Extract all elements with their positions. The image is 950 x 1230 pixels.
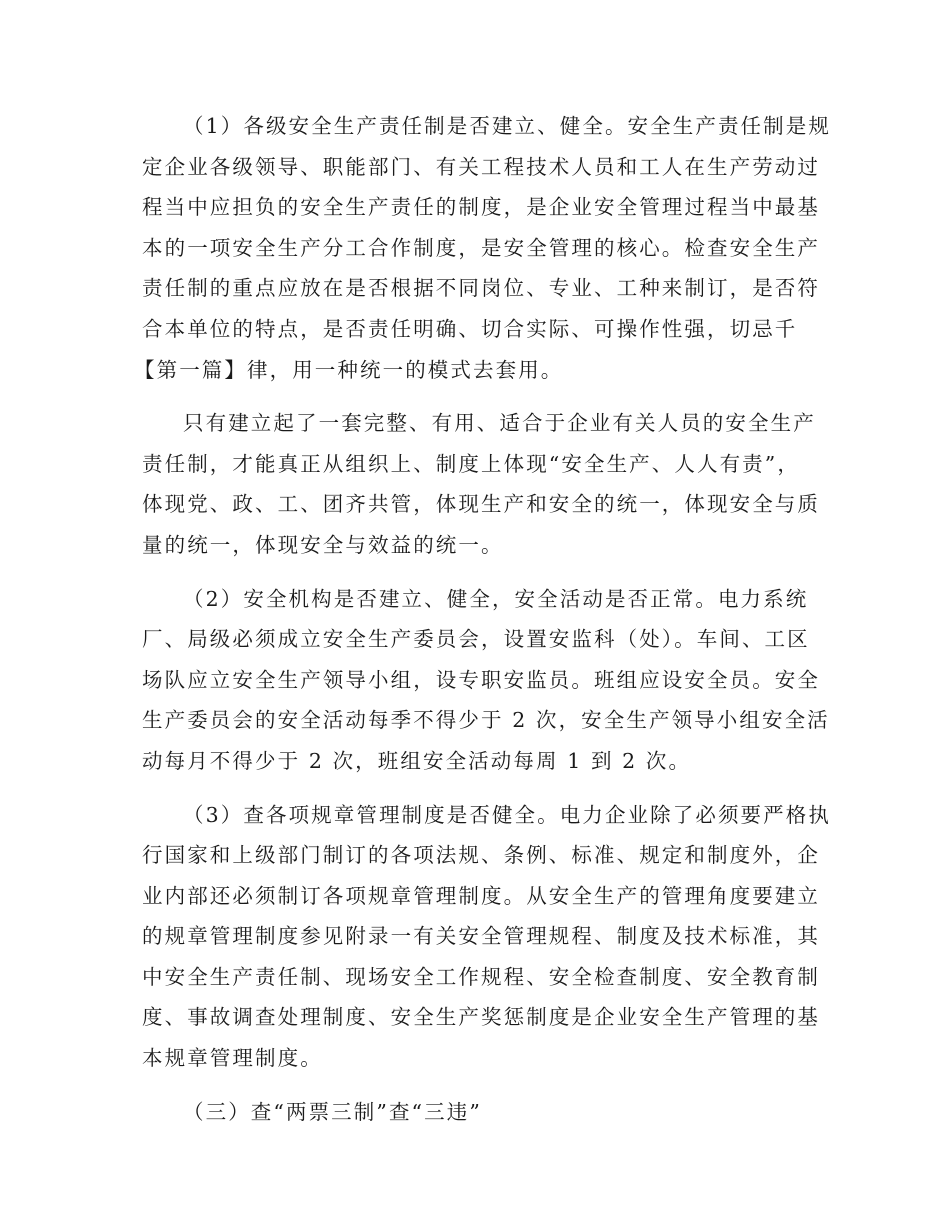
text-line: 合本单位的特点，是否责任明确、切合实际、可操作性强，切忌千 [142, 316, 798, 341]
text-line: 量的统一，体现安全与效益的统一。 [142, 532, 504, 557]
document-page [134, 106, 831, 1132]
text-line: 定企业各级领导、职能部门、有关工程技术人员和工人在生产劳动过 [142, 154, 820, 179]
paragraph-establish-system [142, 403, 820, 565]
text-line: 程当中应担负的安全生产责任的制度，是企业安全管理过程当中最基 [142, 195, 820, 220]
text-line: （3）查各项规章管理制度是否健全。电力企业除了必须要严格执 [183, 802, 831, 827]
text-line: 动每月不得少于 2 次，班组安全活动每周 1 到 2 次。 [142, 748, 692, 773]
text-line: 行国家和上级部门制订的各项法规、条例、标准、规定和制度外，企 [142, 843, 820, 868]
text-line: 只有建立起了一套完整、有用、适合于企业有关人员的安全生产 [183, 411, 816, 436]
text-line: 厂、局级必须成立安全生产委员会，设置安监科（处）。车间、工区 [142, 627, 810, 652]
text-line: 【第一篇】律，用一种统一的模式去套用。 [134, 357, 564, 382]
text-line: 体现党、政、工、团齐共管，体现生产和安全的统一，体现安全与质 [142, 492, 820, 517]
text-line: （2）安全机构是否建立、健全，安全活动是否正常。电力系统 [183, 586, 809, 611]
paragraph-safety-organization [142, 579, 830, 782]
text-line: 责任制的重点应放在是否根据不同岗位、专业、工种来制订，是否符 [142, 276, 820, 301]
text-line: 中安全生产责任制、现场安全工作规程、安全检查制度、安全教育制 [142, 964, 820, 989]
text-line: 度、事故调查处理制度、安全生产奖惩制度是企业安全生产管理的基 [142, 1005, 820, 1030]
text-line: 的规章管理制度参见附录一有关安全管理规程、制度及技术标准，其 [142, 924, 820, 949]
text-line: 业内部还必须制订各项规章管理制度。从安全生产的管理角度要建立 [142, 883, 820, 908]
text-line: 本规章管理制度。 [142, 1046, 323, 1071]
paragraph-responsibility-system [134, 106, 831, 390]
text-line: 场队应立安全生产领导小组，设专职安监员。班组应设安全员。安全 [142, 667, 820, 692]
text-line: 责任制，才能真正从组织上、制度上体现“安全生产、人人有责”， [142, 451, 800, 476]
text-line: （三）查“两票三制”查“三违” [183, 1099, 482, 1124]
text-line: 本的一项安全生产分工合作制度，是安全管理的核心。检查安全生产 [142, 235, 820, 260]
text-line: 生产委员会的安全活动每季不得少于 2 次，安全生产领导小组安全活 [142, 708, 830, 733]
paragraph-rules-management [142, 795, 831, 1079]
text-line: （1）各级安全生产责任制是否建立、健全。安全生产责任制是规 [183, 114, 831, 138]
section-heading [142, 1092, 806, 1133]
